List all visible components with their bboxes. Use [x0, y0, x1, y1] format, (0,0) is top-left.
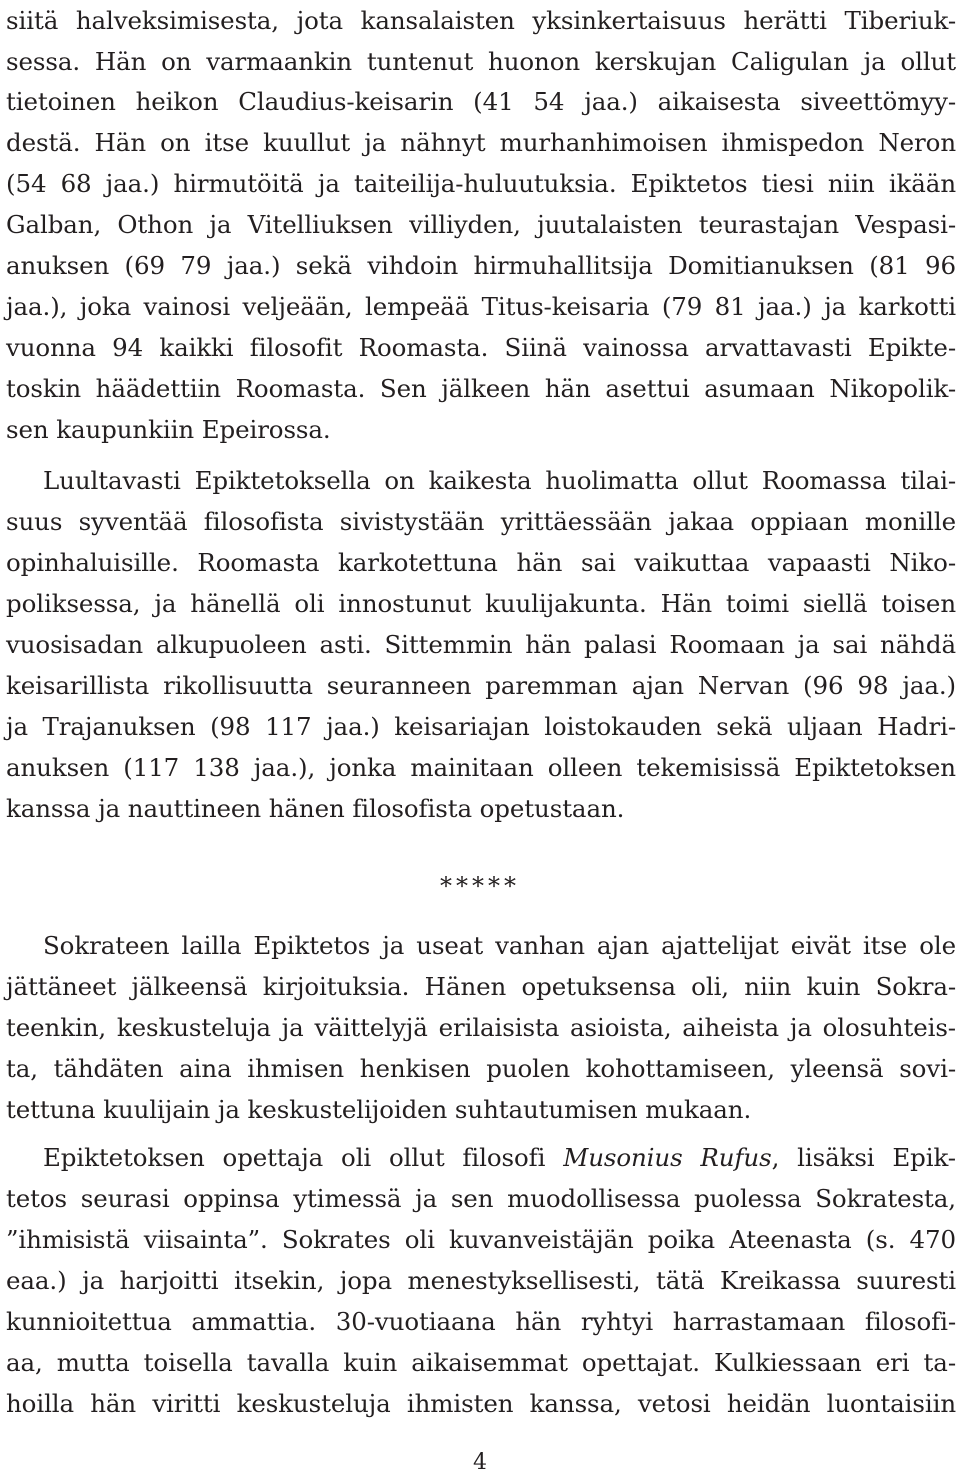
text-line: vuosisadan alkupuoleen asti. Sittemmin hän palasi Roomaan ja sai nähdä: [6, 630, 956, 659]
text-line: Galban, Othon ja Vitelliuksen villiyden, juutalaisten teurastajan Vespasi-: [6, 210, 956, 239]
text-line: jättäneet jälkeensä kirjoituksia. Hänen opetuksensa oli, niin kuin Sokra-: [6, 972, 956, 1001]
text-line: tetos seurasi oppinsa ytimessä ja sen muodollisessa puolessa Sokratesta,: [6, 1184, 956, 1213]
text-line: vuonna 94 kaikki filosofit Roomasta. Siinä vainossa arvattavasti Epikte-: [6, 333, 956, 362]
text-line: suus syventää filosofista sivistystään yrittäessään jakaa oppiaan monille: [6, 507, 956, 536]
text-line: keisarillista rikollisuutta seuranneen paremman ajan Nervan (96 98 jaa.): [6, 671, 956, 700]
text-line: siitä halveksimisesta, jota kansalaisten yksinkertaisuus herätti Tiberiuk-: [6, 6, 956, 35]
text-line: ”ihmisistä viisainta”. Sokrates oli kuvanveistäjän poika Ateenasta (s. 470: [6, 1225, 956, 1254]
text-line: opinhaluisille. Roomasta karkotettuna hän sai vaikuttaa vapaasti Niko-: [6, 548, 956, 577]
text-line: poliksessa, ja hänellä oli innostunut kuulijakunta. Hän toimi siellä toisen: [6, 589, 956, 618]
text-line: teenkin, keskusteluja ja väittelyjä erilaisista asioista, aiheista ja olosuhteis-: [6, 1013, 956, 1042]
text-line: [6, 1137, 956, 1179]
section-divider-ornament: *****: [440, 872, 520, 900]
text-line: anuksen (117 138 jaa.), jonka mainitaan olleen tekemisissä Epiktetoksen: [6, 753, 956, 782]
text-line: aa, mutta toisella tavalla kuin aikaisemmat opettajat. Kulkiessaan eri ta-: [6, 1348, 956, 1377]
text-line: toskin häädettiin Roomasta. Sen jälkeen hän asettui asumaan Nikopolik-: [6, 374, 956, 403]
text-line: destä. Hän on itse kuullut ja nähnyt murhanhimoisen ihmispedon Neron: [6, 128, 956, 157]
italic-name: Musonius Rufus: [563, 1143, 772, 1172]
text-line: kunnioitettua ammattia. 30-vuotiaana hän ryhtyi harrastamaan filosofi-: [6, 1307, 956, 1336]
text-line: sen kaupunkiin Epeirossa.: [6, 415, 331, 444]
text-line: kanssa ja nauttineen hänen filosofista opetustaan.: [6, 794, 625, 823]
text-line: Sokrateen lailla Epiktetos ja useat vanhan ajan ajattelijat eivät itse ole: [43, 931, 956, 960]
text-line: tietoinen heikon Claudius-keisarin (41 54 jaa.) aikaisesta siveettömyy-: [6, 87, 956, 116]
text-line: ja Trajanuksen (98 117 jaa.) keisariajan loistokauden sekä uljaan Hadri-: [6, 712, 956, 741]
text-line: anuksen (69 79 jaa.) sekä vihdoin hirmuhallitsija Domitianuksen (81 96: [6, 251, 956, 280]
page-number: 4: [473, 1450, 487, 1475]
text-line: ta, tähdäten aina ihmisen henkisen puolen kohottamiseen, yleensä sovi-: [6, 1054, 956, 1083]
text-line: (54 68 jaa.) hirmutöitä ja taiteilija-huluutuksia. Epiktetos tiesi niin ikään: [6, 169, 956, 198]
text-line: Luultavasti Epiktetoksella on kaikesta huolimatta ollut Roomassa tilai-: [43, 466, 956, 495]
text-run: , lisäksi Epik-: [771, 1143, 956, 1172]
text-line: sessa. Hän on varmaankin tuntenut huonon kerskujan Caligulan ja ollut: [6, 47, 956, 76]
text-line: hoilla hän viritti keskusteluja ihmisten kanssa, vetosi heidän luontaisiin: [6, 1389, 956, 1418]
text-line: eaa.) ja harjoitti itsekin, jopa menestyksellisesti, tätä Kreikassa suuresti: [6, 1266, 956, 1295]
text-line: jaa.), joka vainosi veljeään, lempeää Titus-keisaria (79 81 jaa.) ja karkotti: [6, 292, 956, 321]
text-run: Epiktetoksen opettaja oli ollut filosofi: [43, 1143, 564, 1172]
text-line: tettuna kuulijain ja keskustelijoiden suhtautumisen mukaan.: [6, 1095, 752, 1124]
